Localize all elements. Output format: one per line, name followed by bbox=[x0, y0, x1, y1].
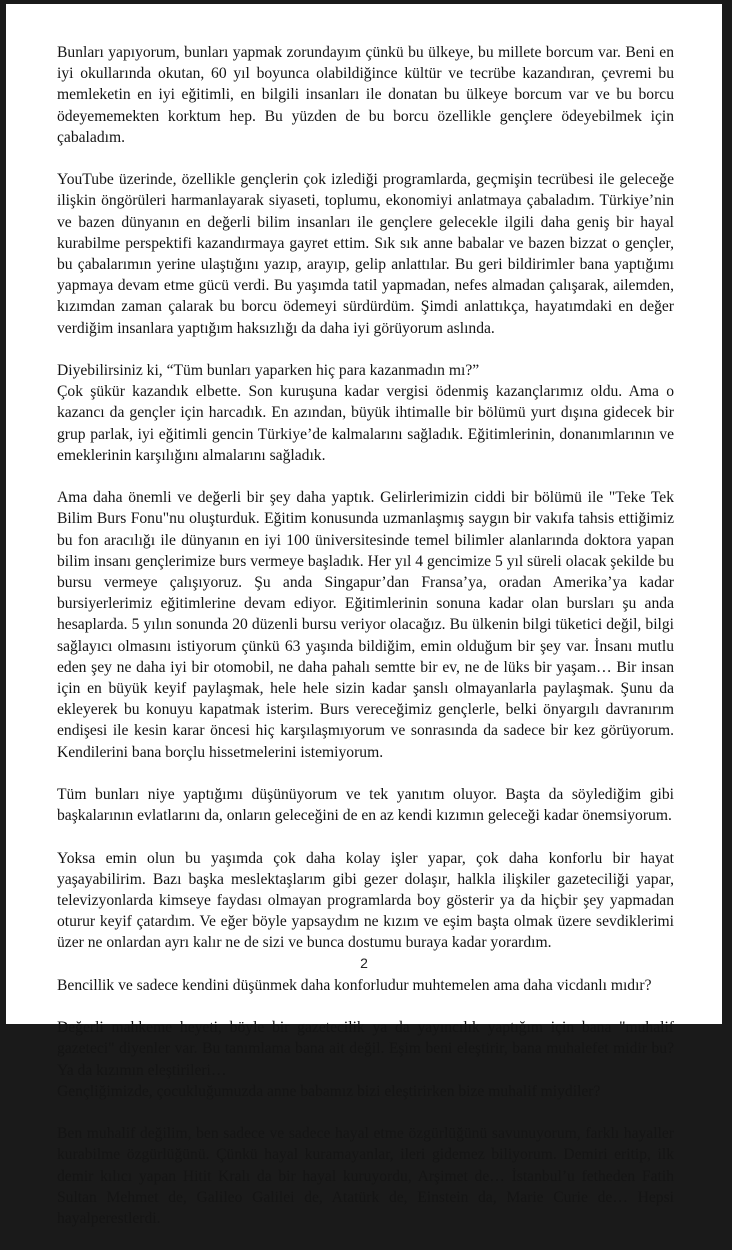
paragraph-comfort: Yoksa emin olun bu yaşımda çok daha kolay işler yapar, çok daha konforlu bir hayat yaşayabilirim. Bazı başka meslektaşlarım gibi gezer dolaşır, halkla ilişkiler gazeteciliği yapar, televizyonlarda kimseye faydası olmayan programlarda boy gösterir ya da hiçbir şey yapmadan oturur keyif çatardım. Ve eğer böyle yapsaydım ne kızım ve eşim başta olmak üzere sevdiklerimi üzer ne onlardan ayrı kalır ne de sizi ve bunca dostumu buraya kadar yorardım. bbox=[57, 849, 674, 952]
document-page bbox=[6, 4, 722, 1228]
paragraph-selfishness: Bencillik ve sadece kendini düşünmek daha konforludur muhtemelen ama daha vicdanlı mıdır? bbox=[57, 976, 652, 994]
paragraph-debt-to-country: Bunları yapıyorum, bunları yapmak zorundayım çünkü bu ülkeye, bu millete borcum var. Beni en iyi okullarında okutan, 60 yıl boyunca olabildiğince kültür ve tecrübe kazandıran, çevremi bu memleketin en iyi eğitimli, en bilgili insanları ile donatan bu ülkeye borcum var ve bu borcu ödeyememekten korktum hep. Bu yüzden de bu borcu özellikle gençlere ödeyebilmek için çabaladım. bbox=[57, 44, 674, 146]
paragraph-rhetorical-question: Diyebilirsiniz ki, “Tüm bunları yaparken hiç para kazanmadın mı?” bbox=[57, 362, 480, 380]
paragraph-youtube-efforts: YouTube üzerinde, özellikle gençlerin çok izlediği programlarda, geçmişin tecrübesi ile geleceğe ilişkin öngörüleri harmanlayarak siyaseti, toplumu, ekonomiyi anlatmaya çabaladım. Türkiye’nin ve bazen dünyanın en değerli bilim insanları ile gençlere gelecekle ilgili daha geniş bir hayal kurabilme perspektifi kazandırmaya gayret ettim. Sık sık anne babalar ve bazen bizzat o gençler, bu çabalarımın yerine ulaştığını yazıp, arayıp, gelip anlattılar. Bu geri bildirimler bana yaptığımı yapmaya devam etme gücü verdi. Bu yaşımda tatil yapmadan, nefes almadan çalışarak, ailemden, kızımdan zaman çalarak bu borcu ödemeyi sürdürdüm. Şimdi anlattıkça, hayatımdaki en değer verdiğim insanlara yaptığım haksızlığı da daha iyi görüyorum aslında. bbox=[57, 171, 674, 337]
paragraph-freedom-to-dream: Ben muhalif değilim, ben sadece ve sadece hayal etme özgürlüğünü savunuyorum, farklı hayaller kurabilme özgürlüğünü. Çünkü hayal kuramayanlar, ileri gidemez biliyorum. Demiri eritip, ilk demir kılıcı yapan Hitit Kralı da bir hayal kuruyordu, Arşimet de… İstanbul’u fetheden Fatih Sultan Mehmet de, Galileo Galilei de, Atatürk de, Einstein da, Marie Curie de… Hepsi hayalperestlerdi. bbox=[57, 1125, 674, 1228]
document-body bbox=[57, 42, 674, 1250]
paragraph-scholarship-fund: Ama daha önemli ve değerli bir şey daha yaptık. Gelirlerimizin ciddi bir bölümü ile "Teke Tek Bilim Burs Fonu"nu oluşturduk. Eğitim konusunda uzmanlaşmış saygın bir vakıfa tahsis ettiğimiz bu fon aracılığı ile dünyanın en iyi 100 üniversitesinde temel bilimler alanlarında doktora yapan bilim insanı gençlerimize burs vermeye başladık. Her yıl 4 gencimize 5 yıl süreli olacak şekilde bu bursu vermeye çalışıyoruz. Şu anda Singapur’dan Fransa’ya, oradan Amerika’ya kadar bursiyerlerimiz eğitimlerine devam ediyor. Eğitimlerinin sonuna kadar olan bursları şu anda hesaplarda. 5 yılın sonunda 20 düzenli bursu veriyor olacağız. Bu ülkenin bilgi tüketici değil, bilgi sağlayıcı olmasını istiyorum çünkü 63 yaşında bildiğim, emin olduğum bir şey var. İnsanı mutlu eden şey ne daha iyi bir otomobil, ne daha pahalı semtte bir ev, ne de lüks bir yaşam… Bir insan için en büyük keyif paylaşmak, hele hele sizin kadar şanslı olmayanlarla paylaşmak. Şunu da ekleyerek bu konuyu kapatmak isterim. Burs vereceğimiz gençlerle, belki önyargılı davranırım endişesi ile kesin karar öncesi hiç karşılaşmıyorum ve sonrasında da sadece bir kez görüyorum. Kendilerini bana borçlu hissetmelerini istemiyorum. bbox=[57, 489, 674, 761]
page-number: 2 bbox=[360, 955, 368, 971]
paragraph-court-address: Değerli mahkeme heyeti, böyle bir gazetecilik ya da yayıncılık yaptığım için bana "muhalif gazeteci" diyenler var. Bu tanımlama bana ait değil. Eşim beni eleştirir, bana muhalefet midir bu? Ya da kızımın eleştirileri… bbox=[57, 1019, 674, 1079]
paragraph-parents-question: Gençliğimizde, çocukluğumuzda anne babamız bizi eleştirirken bize muhalif miydiler? bbox=[57, 1082, 601, 1100]
paragraph-earnings: Çok şükür kazandık elbette. Son kuruşuna kadar vergisi ödenmiş kazançlarımız oldu. Ama o kazancı da gençler için harcadık. En azından, büyük ihtimalle bir bölümü yurt dışına gidecek bir grup parlak, iyi eğitimli gencin Türkiye’de kalmalarını sağladık. Eğitimlerinin, donanımlarının ve emeklerinin karşılığını almalarını sağladık. bbox=[57, 383, 674, 464]
paragraph-why: Tüm bunları niye yaptığımı düşünüyorum ve tek yanıtım oluyor. Başta da söylediğim gibi başkalarının evlatlarını da, onların geleceğini de en az kendi kızımın geleceği kadar önemsiyorum. bbox=[57, 786, 674, 825]
